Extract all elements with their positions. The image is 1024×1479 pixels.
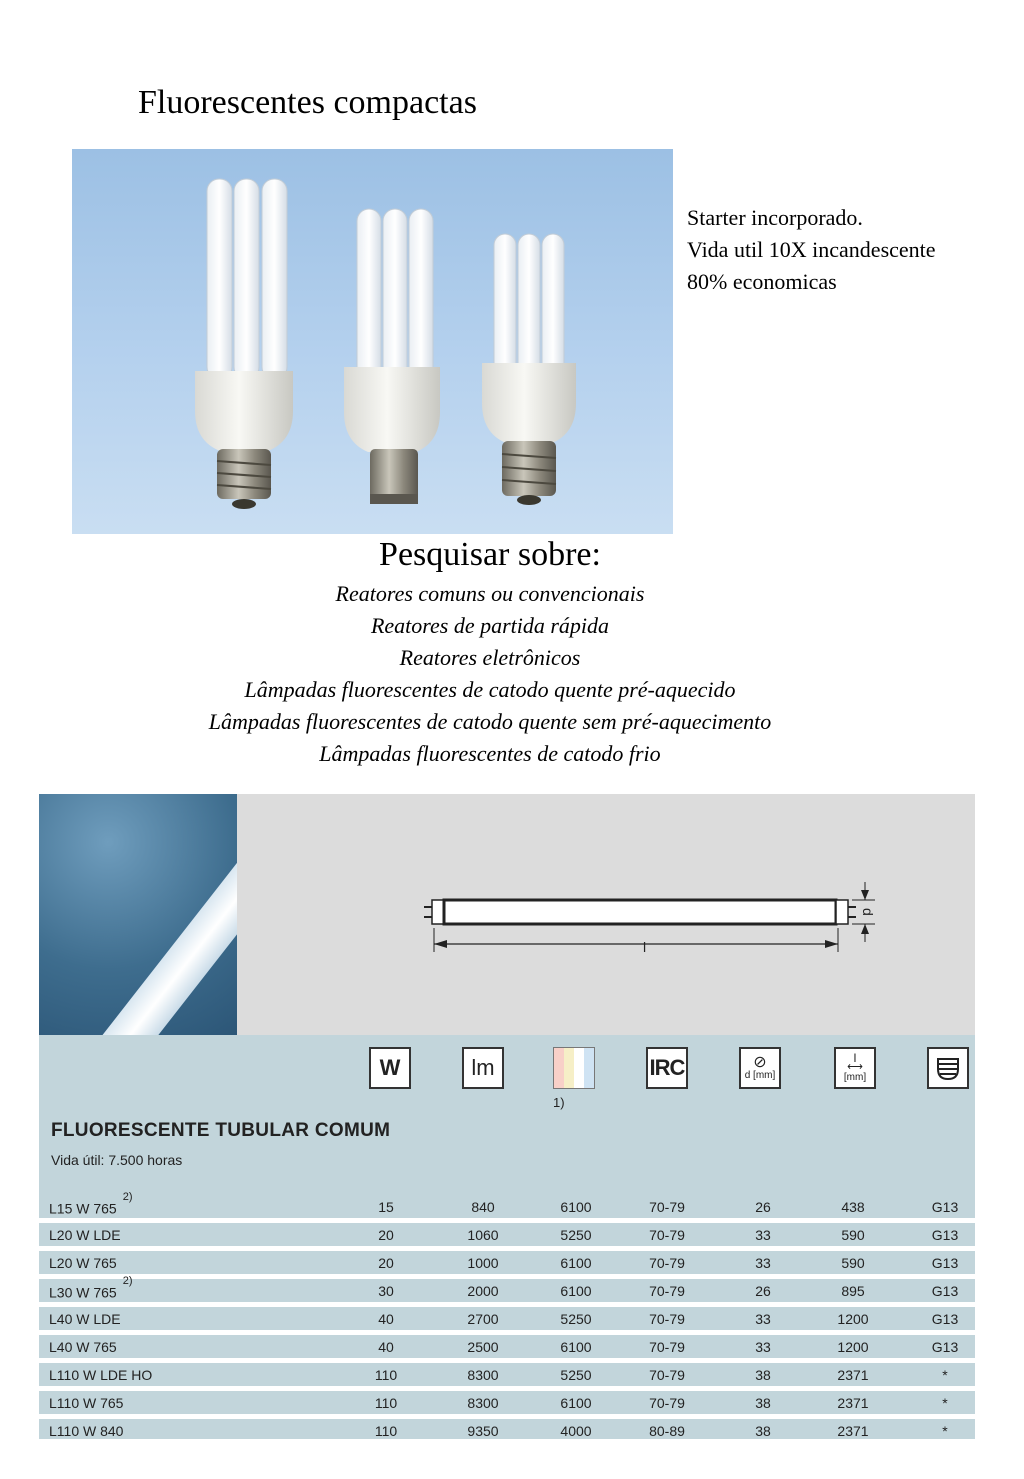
row-footnote: 2) bbox=[122, 1275, 133, 1287]
row-footnote: 2) bbox=[122, 1191, 133, 1203]
cell-irc: 70-79 bbox=[649, 1367, 685, 1383]
research-item: Reatores de partida rápida bbox=[370, 613, 610, 638]
lamp-model: L110 W 765 bbox=[49, 1395, 124, 1411]
table-row bbox=[39, 1390, 975, 1413]
research-item: Lâmpadas fluorescentes de catodo quente pré-aquecido bbox=[244, 677, 736, 702]
cell-irc: 70-79 bbox=[649, 1227, 685, 1243]
cfl-lamp-3 bbox=[482, 234, 576, 505]
cell-l: 2371 bbox=[837, 1395, 869, 1411]
cell-w: 30 bbox=[378, 1283, 394, 1299]
cell-k: 6100 bbox=[560, 1395, 592, 1411]
table-row bbox=[39, 1334, 975, 1357]
cell-lm: 1060 bbox=[467, 1227, 499, 1243]
cell-lm: 2500 bbox=[467, 1339, 499, 1355]
table-row bbox=[39, 1222, 975, 1245]
cell-k: 6100 bbox=[560, 1255, 592, 1271]
catalog-title: FLUORESCENTE TUBULAR COMUM bbox=[51, 1120, 391, 1141]
cell-l: 438 bbox=[841, 1199, 865, 1215]
cell-l: 2371 bbox=[837, 1423, 869, 1439]
cell-w: 15 bbox=[378, 1199, 394, 1215]
cell-w: 40 bbox=[378, 1339, 394, 1355]
cfl-lamps-illustration bbox=[72, 149, 673, 534]
table-row bbox=[39, 1362, 975, 1385]
note-line: Starter incorporado. bbox=[687, 205, 863, 230]
length-icon: l ⟷ [mm] bbox=[834, 1047, 876, 1089]
cell-irc: 70-79 bbox=[649, 1283, 685, 1299]
cell-lm: 9350 bbox=[467, 1423, 499, 1439]
cell-k: 4000 bbox=[560, 1423, 592, 1439]
cell-base: * bbox=[942, 1367, 948, 1383]
cell-base: G13 bbox=[931, 1255, 959, 1271]
cell-w: 110 bbox=[374, 1367, 398, 1383]
cell-d: 33 bbox=[755, 1255, 771, 1271]
cfl-lamp-1 bbox=[195, 179, 293, 509]
tubular-lamp-catalog bbox=[39, 794, 975, 1439]
lamp-model: L15 W 765 bbox=[49, 1200, 117, 1217]
diameter-icon: ⊘ d [mm] bbox=[739, 1047, 781, 1089]
diameter-label: d bbox=[860, 908, 876, 916]
cell-w: 20 bbox=[378, 1227, 394, 1243]
irc-icon: IRC bbox=[646, 1047, 688, 1089]
research-list bbox=[0, 578, 980, 770]
lamp-model: L40 W LDE bbox=[49, 1311, 121, 1327]
research-heading: Pesquisar sobre: bbox=[379, 536, 601, 573]
feature-notes bbox=[687, 202, 936, 298]
cell-lm: 1000 bbox=[467, 1255, 499, 1271]
cell-k: 6100 bbox=[560, 1283, 592, 1299]
cell-base: * bbox=[942, 1423, 948, 1439]
cell-base: G13 bbox=[931, 1199, 959, 1215]
cell-l: 590 bbox=[841, 1255, 865, 1271]
cell-lm: 2700 bbox=[467, 1311, 499, 1327]
cell-lm: 8300 bbox=[467, 1367, 499, 1383]
lamp-model: L110 W 840 bbox=[49, 1423, 124, 1439]
watts-icon: W bbox=[369, 1047, 411, 1089]
research-item: Lâmpadas fluorescentes de catodo quente sem pré-aquecimento bbox=[208, 709, 772, 734]
cfl-lamps-photo bbox=[72, 149, 673, 534]
cell-l: 1200 bbox=[837, 1311, 869, 1327]
color-temperature-icon bbox=[553, 1047, 595, 1089]
footnote-marker: 1) bbox=[553, 1095, 565, 1110]
cell-lm: 8300 bbox=[467, 1395, 499, 1411]
note-line: 80% economicas bbox=[687, 269, 837, 294]
cell-w: 110 bbox=[374, 1395, 398, 1411]
cell-lm: 840 bbox=[471, 1199, 495, 1215]
table-row bbox=[39, 1418, 975, 1439]
cfl-lamp-2 bbox=[344, 209, 440, 504]
cell-irc: 70-79 bbox=[649, 1395, 685, 1411]
cell-l: 2371 bbox=[837, 1367, 869, 1383]
cell-d: 26 bbox=[755, 1199, 771, 1215]
cell-l: 1200 bbox=[837, 1339, 869, 1355]
cell-irc: 70-79 bbox=[649, 1255, 685, 1271]
cell-d: 33 bbox=[755, 1311, 771, 1327]
cell-k: 5250 bbox=[560, 1227, 592, 1243]
cell-k: 5250 bbox=[560, 1311, 592, 1327]
cell-k: 5250 bbox=[560, 1367, 592, 1383]
lamp-model: L20 W LDE bbox=[49, 1227, 121, 1243]
cell-k: 6100 bbox=[560, 1339, 592, 1355]
table-row bbox=[39, 1275, 975, 1301]
cell-d: 26 bbox=[755, 1283, 771, 1299]
cell-w: 20 bbox=[378, 1255, 394, 1271]
tube-dimension-diagram bbox=[237, 794, 975, 1035]
lumens-icon: lm bbox=[462, 1047, 504, 1089]
cell-irc: 80-89 bbox=[649, 1423, 685, 1439]
dimension-drawing bbox=[237, 794, 975, 1035]
cell-irc: 70-79 bbox=[649, 1311, 685, 1327]
cell-base: * bbox=[942, 1395, 948, 1411]
table-row bbox=[39, 1306, 975, 1329]
cell-d: 33 bbox=[755, 1227, 771, 1243]
lamp-model-cell bbox=[49, 1191, 133, 1217]
cell-base: G13 bbox=[931, 1339, 959, 1355]
catalog-subtitle: Vida útil: 7.500 horas bbox=[51, 1152, 183, 1168]
tube-lamp-illustration bbox=[39, 794, 237, 1035]
lamp-model-cell bbox=[49, 1275, 133, 1301]
length-label: l bbox=[643, 939, 647, 955]
lamp-model: L40 W 765 bbox=[49, 1339, 117, 1355]
lamp-base-icon bbox=[927, 1047, 969, 1089]
research-item: Reatores comuns ou convencionais bbox=[335, 581, 645, 606]
lamp-model: L30 W 765 bbox=[49, 1284, 117, 1301]
lamp-model: L110 W LDE HO bbox=[49, 1367, 153, 1383]
cell-l: 590 bbox=[841, 1227, 865, 1243]
page-title: Fluorescentes compactas bbox=[138, 84, 477, 121]
tube-lamp-photo bbox=[39, 794, 237, 1035]
cell-base: G13 bbox=[931, 1283, 959, 1299]
cell-irc: 70-79 bbox=[649, 1199, 685, 1215]
cell-d: 38 bbox=[755, 1423, 771, 1439]
cell-d: 38 bbox=[755, 1395, 771, 1411]
cell-w: 110 bbox=[374, 1423, 398, 1439]
cell-irc: 70-79 bbox=[649, 1339, 685, 1355]
cell-l: 895 bbox=[841, 1283, 865, 1299]
table-row bbox=[39, 1191, 975, 1217]
research-item: Lâmpadas fluorescentes de catodo frio bbox=[319, 741, 661, 766]
research-item: Reatores eletrônicos bbox=[399, 645, 581, 670]
cell-k: 6100 bbox=[560, 1199, 592, 1215]
cell-d: 38 bbox=[755, 1367, 771, 1383]
cell-w: 40 bbox=[378, 1311, 394, 1327]
lamp-model: L20 W 765 bbox=[49, 1255, 117, 1271]
table-row bbox=[39, 1250, 975, 1273]
note-line: Vida util 10X incandescente bbox=[687, 237, 936, 262]
cell-base: G13 bbox=[931, 1227, 959, 1243]
cell-d: 33 bbox=[755, 1339, 771, 1355]
cell-base: G13 bbox=[931, 1311, 959, 1327]
cell-lm: 2000 bbox=[467, 1283, 499, 1299]
